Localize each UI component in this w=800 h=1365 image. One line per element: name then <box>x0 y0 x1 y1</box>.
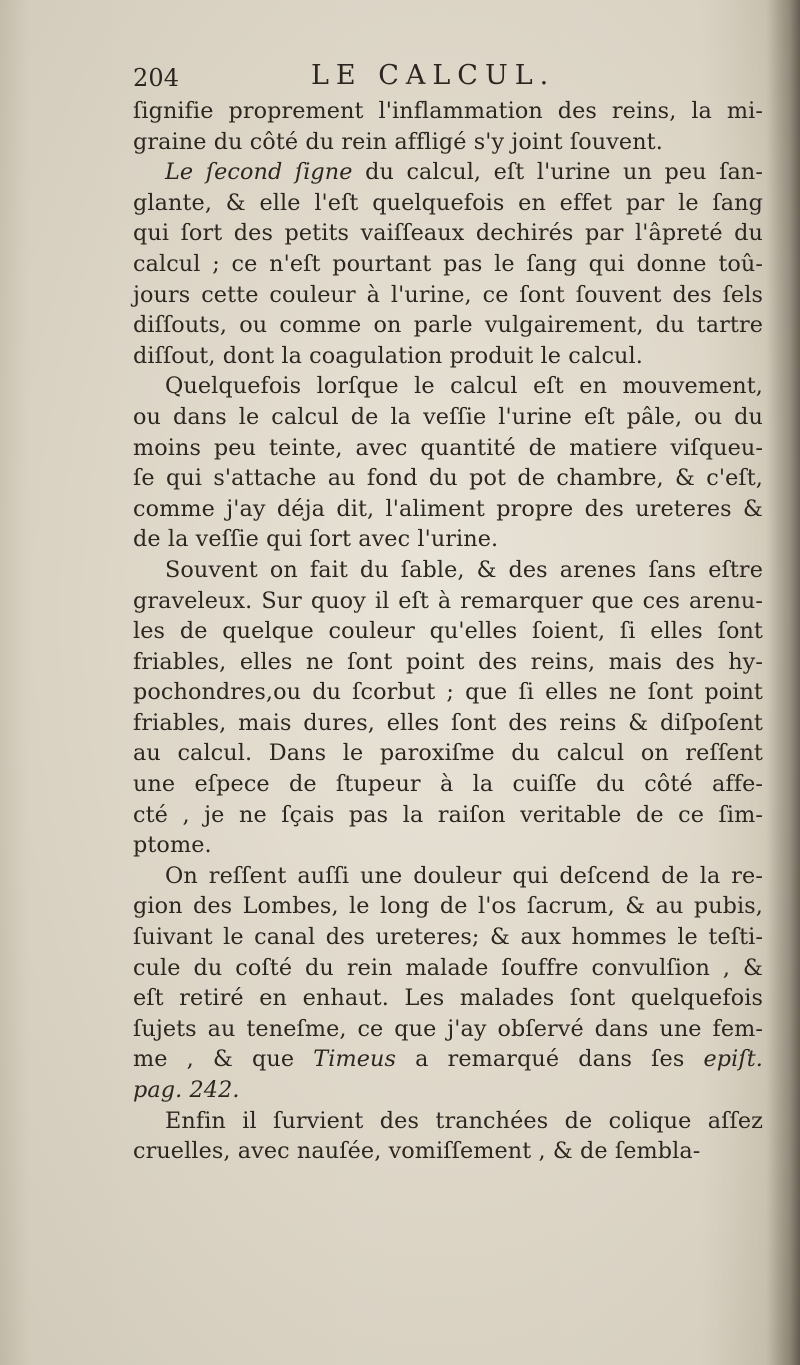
text-line <box>133 861 763 892</box>
paragraph <box>133 1106 763 1167</box>
text-line <box>133 280 763 311</box>
text-run: graine du côté du rein affligé s'y joint ſouvent. <box>133 128 663 155</box>
text-line <box>133 830 763 861</box>
text-run: ou dans le calcul de la veſſie l'urine eſt pâle, ou du <box>133 403 763 430</box>
paragraph <box>133 861 763 1106</box>
text-run: de la veſſie qui ſort avec l'urine. <box>133 526 499 553</box>
text-line <box>133 1044 763 1075</box>
text-line <box>133 463 763 494</box>
text-run: diſſouts, ou comme on parle vulgairement, du tartre <box>133 312 763 339</box>
italic-text: Timeus <box>313 1046 396 1073</box>
text-run: Souvent on fait du ſable, & des arenes ſans eſtre <box>165 556 763 583</box>
text-run: eſt retiré en enhaut. Les malades ſont quelquefois <box>133 985 763 1012</box>
text-line <box>133 922 763 953</box>
text-line <box>133 96 763 127</box>
text-line <box>133 341 763 372</box>
text-run: cté , je ne ſçais pas la raiſon veritable de ce ſim- <box>133 801 763 828</box>
text-line <box>133 1075 763 1106</box>
italic-text: pag. 242. <box>133 1077 240 1103</box>
text-line <box>133 708 763 739</box>
text-run: a remarqué dans ſes <box>396 1046 704 1073</box>
text-run: diſſout, dont la coagulation produit le calcul. <box>133 342 643 369</box>
text-line <box>133 1014 763 1045</box>
text-line <box>133 677 763 708</box>
text-line <box>133 1136 763 1167</box>
text-run: au calcul. Dans le paroxiſme du calcul on reſſent <box>133 740 763 767</box>
text-line <box>133 953 763 984</box>
italic-text: Le ſecond ſigne <box>165 159 353 186</box>
italic-text: epiſt. <box>703 1046 763 1073</box>
running-header <box>133 56 763 96</box>
text-line <box>133 249 763 280</box>
text-run: friables, elles ne ſont point des reins, mais des hy- <box>133 648 763 675</box>
text-line <box>133 1106 763 1137</box>
text-line <box>133 157 763 188</box>
paragraph <box>133 157 763 371</box>
text-run: moins peu teinte, avec quantité de matiere viſqueu- <box>133 434 763 461</box>
body-text <box>133 96 763 1167</box>
text-line <box>133 371 763 402</box>
text-run: ſignifie proprement l'inflammation des reins, la mi- <box>133 98 763 124</box>
text-line <box>133 188 763 219</box>
paragraph <box>133 371 763 555</box>
text-line <box>133 647 763 678</box>
text-line <box>133 769 763 800</box>
text-run: une eſpece de ſtupeur à la cuiſſe du côté affe- <box>133 771 763 798</box>
gutter-shadow <box>766 0 800 1365</box>
text-line <box>133 983 763 1014</box>
text-line <box>133 127 763 158</box>
text-run: graveleux. Sur quoy il eſt à remarquer que ces arenu- <box>133 587 763 614</box>
running-title: LE CALCUL. <box>311 60 556 91</box>
text-line <box>133 494 763 525</box>
text-run: glante, & elle l'eſt quelquefois en effet par le ſang <box>133 189 763 216</box>
text-run: friables, mais dures, elles ſont des reins & diſpoſent <box>133 709 763 736</box>
text-run: jours cette couleur à l'urine, ce ſont ſouvent des ſels <box>133 281 763 308</box>
text-line <box>133 738 763 769</box>
text-run: gion des Lombes, le long de l'os ſacrum, & au pubis, <box>133 893 763 920</box>
text-line <box>133 800 763 831</box>
text-line <box>133 310 763 341</box>
paragraph <box>133 555 763 861</box>
text-run: ſuivant le canal des ureteres; & aux hommes le teſti- <box>133 924 763 951</box>
text-run: qui ſort des petits vaiſſeaux dechirés par l'âpreté du <box>133 220 763 247</box>
text-line <box>133 402 763 433</box>
text-run: On reſſent auſſi une douleur qui deſcend de la re- <box>165 862 763 889</box>
text-run: me , & que <box>133 1046 314 1073</box>
text-run: du calcul, eſt l'urine un peu ſan- <box>352 159 763 186</box>
text-run: Enfin il ſurvient des tranchées de colique aſſez <box>165 1107 763 1134</box>
text-run: ſe qui s'attache au fond du pot de chambre, & c'eſt, <box>133 465 763 492</box>
text-run: calcul ; ce n'eſt pourtant pas le ſang qui donne toû- <box>133 250 763 277</box>
text-line <box>133 218 763 249</box>
text-line <box>133 891 763 922</box>
page-number: 204 <box>133 64 180 92</box>
paragraph <box>133 96 763 157</box>
text-run: ptome. <box>133 832 212 859</box>
text-line <box>133 586 763 617</box>
text-run: pochondres,ou du ſcorbut ; que ſi elles ne ſont point <box>133 679 763 706</box>
text-run: comme j'ay déja dit, l'aliment propre des ureteres & <box>133 495 763 522</box>
text-run: les de quelque couleur qu'elles ſoient, ſi elles ſont <box>133 618 763 645</box>
text-run: cruelles, avec nauſée, vomiſſement , & de ſembla- <box>133 1138 701 1165</box>
text-line <box>133 616 763 647</box>
text-run: cule du coſté du rein malade ſouffre convulſion , & <box>133 954 763 981</box>
text-line <box>133 524 763 555</box>
text-line <box>133 433 763 464</box>
text-run: ſujets au teneſme, ce que j'ay obſervé dans une fem- <box>133 1015 763 1042</box>
text-run: Quelquefois lorſque le calcul eſt en mouvement, <box>165 373 763 400</box>
text-line <box>133 555 763 586</box>
page-text <box>133 56 763 1167</box>
